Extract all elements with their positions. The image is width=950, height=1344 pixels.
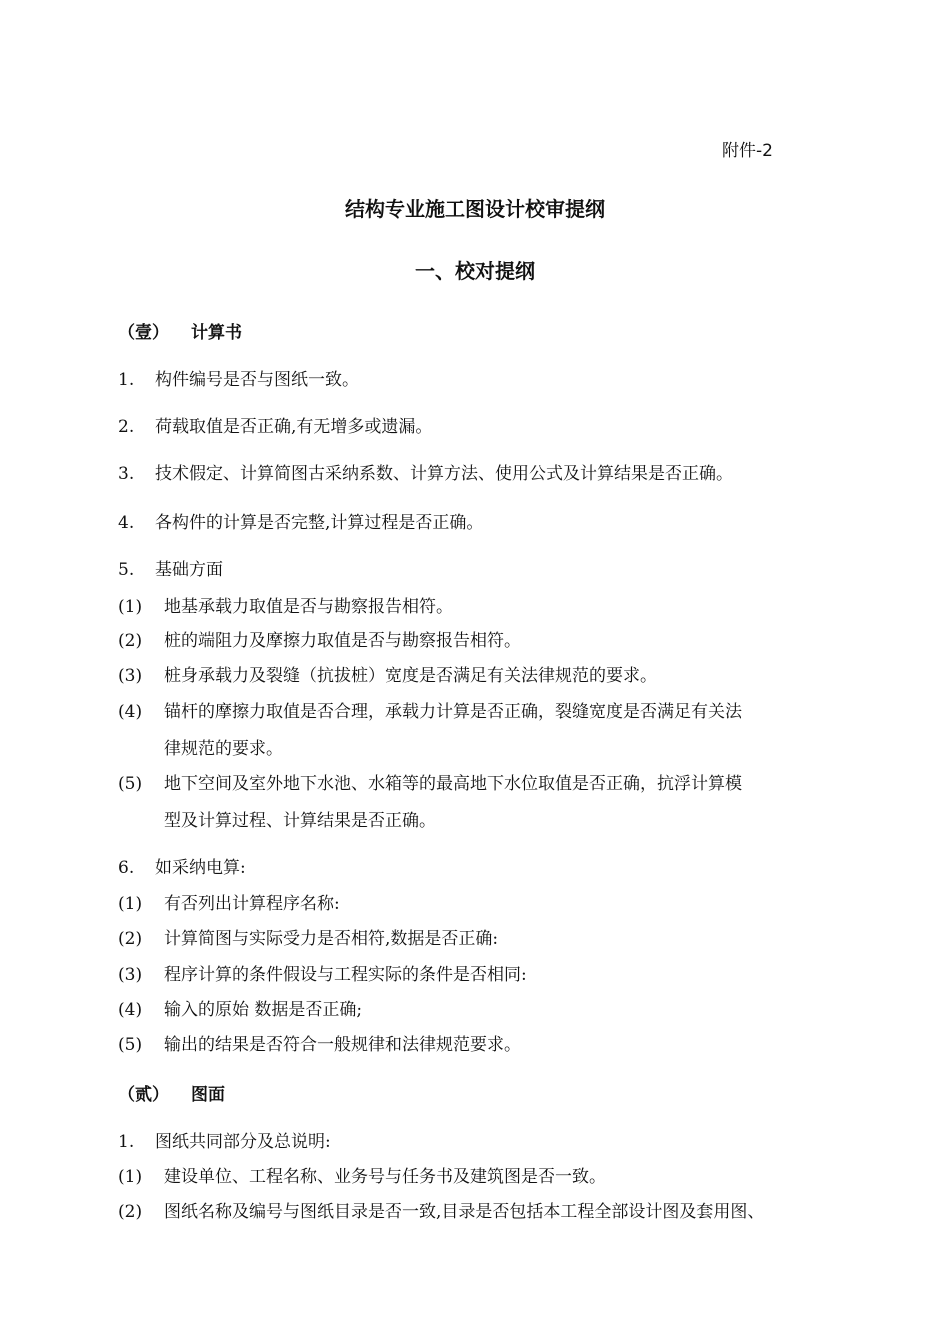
- sub-item-continuation: 型及计算过程、计算结果是否正确。: [164, 811, 436, 831]
- sub-item-text: 有否列出计算程序名称:: [164, 894, 340, 914]
- sub-item-number: (4): [118, 702, 143, 722]
- section-heading-calculation: [118, 318, 242, 343]
- annex-label: 附件-2: [722, 141, 773, 161]
- list-item: [118, 853, 246, 878]
- sub-item: [118, 1030, 521, 1055]
- section-number: （贰）: [118, 1085, 169, 1105]
- item-number: 2.: [118, 417, 135, 437]
- section-title: 计算书: [191, 323, 242, 343]
- sub-item: [118, 592, 453, 617]
- item-number: 4.: [118, 513, 135, 533]
- item-number: 6.: [118, 858, 135, 878]
- sub-item-number: (2): [118, 631, 143, 651]
- sub-item-text: 图纸名称及编号与图纸目录是否一致,目录是否包括本工程全部设计图及套用图、: [164, 1202, 765, 1222]
- sub-item-number: (3): [118, 965, 143, 985]
- item-text: 各构件的计算是否完整,计算过程是否正确。: [155, 513, 484, 533]
- list-item: [118, 412, 432, 437]
- list-item: [118, 508, 483, 533]
- sub-item-number: (5): [118, 774, 143, 794]
- list-item: [118, 459, 733, 484]
- item-text: 构件编号是否与图纸一致。: [155, 370, 359, 390]
- sub-item-text: 地下空间及室外地下水池、水箱等的最高地下水位取值是否正确，抗浮计算模: [164, 774, 742, 794]
- item-text: 基础方面: [155, 560, 223, 580]
- sub-item: [118, 1162, 606, 1187]
- section-title: 图面: [191, 1085, 225, 1105]
- sub-item-number: (1): [118, 597, 143, 617]
- sub-item-number: (1): [118, 1167, 143, 1187]
- item-text: 技术假定、计算简图古采纳系数、计算方法、使用公式及计算结果是否正确。: [155, 464, 733, 484]
- sub-item-text: 建设单位、工程名称、业务号与任务书及建筑图是否一致。: [164, 1167, 606, 1187]
- sub-item-number: (2): [118, 929, 143, 949]
- sub-item-number: (1): [118, 894, 143, 914]
- sub-item-text: 输出的结果是否符合一般规律和法律规范要求。: [164, 1035, 521, 1055]
- list-item: [118, 365, 359, 390]
- sub-item: [118, 661, 657, 686]
- section-number: （壹）: [118, 323, 169, 343]
- sub-item-number: (2): [118, 1202, 143, 1222]
- sub-item-text: 程序计算的条件假设与工程实际的条件是否相同:: [164, 965, 527, 985]
- sub-item: [118, 960, 527, 985]
- sub-item-number: (4): [118, 1000, 143, 1020]
- list-item: [118, 555, 223, 580]
- sub-item: [118, 924, 498, 949]
- sub-item-text: 桩的端阻力及摩擦力取值是否与勘察报告相符。: [164, 631, 521, 651]
- item-text: 图纸共同部分及总说明:: [155, 1132, 331, 1152]
- sub-item: [118, 626, 521, 651]
- sub-item: [118, 1197, 764, 1222]
- item-number: 1.: [118, 1132, 135, 1152]
- sub-item: [118, 769, 742, 794]
- sub-item-number: (5): [118, 1035, 143, 1055]
- sub-item-text: 输入的原始 数据是否正确;: [164, 1000, 363, 1020]
- sub-item: [118, 889, 340, 914]
- item-text: 荷载取值是否正确,有无增多或遗漏。: [155, 417, 433, 437]
- item-number: 5.: [118, 560, 135, 580]
- sub-item-continuation: 律规范的要求。: [164, 739, 283, 759]
- sub-item-text: 地基承载力取值是否与勘察报告相符。: [164, 597, 453, 617]
- sub-item-text: 计算简图与实际受力是否相符,数据是否正确:: [164, 929, 499, 949]
- part-title: 一、校对提纲: [415, 259, 535, 283]
- item-number: 3.: [118, 464, 135, 484]
- list-item: [118, 1127, 331, 1152]
- item-number: 1.: [118, 370, 135, 390]
- section-heading-drawings: [118, 1080, 225, 1105]
- sub-item: [118, 995, 362, 1020]
- sub-item: [118, 697, 742, 722]
- document-title: 结构专业施工图设计校审提纲: [345, 197, 605, 221]
- sub-item-number: (3): [118, 666, 143, 686]
- sub-item-text: 锚杆的摩擦力取值是否合理，承载力计算是否正确，裂缝宽度是否满足有关法: [164, 702, 742, 722]
- sub-item-text: 桩身承载力及裂缝（抗拔桩）宽度是否满足有关法律规范的要求。: [164, 666, 657, 686]
- item-text: 如采纳电算:: [155, 858, 246, 878]
